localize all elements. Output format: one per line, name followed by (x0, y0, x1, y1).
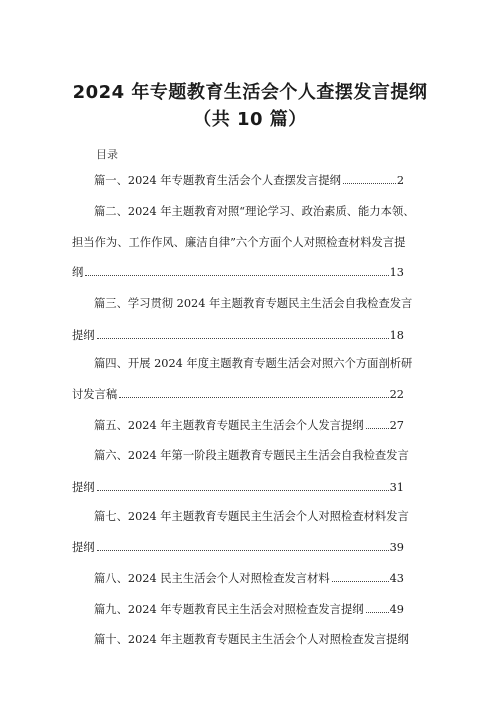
toc-entry-text: 担当作为、工作作风、廉洁自律”六个方面个人对照检查材料发言提 (72, 236, 406, 249)
toc-entry-text: 篇九、2024 年专题教育民主生活会对照检查发言提纲 (94, 603, 364, 616)
toc-page-number: 49 (389, 603, 404, 616)
toc-entry-6-line2[interactable] (72, 480, 404, 495)
toc-entry-text: 提纲 (72, 541, 95, 554)
toc-entry-3-line1[interactable] (94, 297, 413, 311)
toc-entry-7-line1[interactable] (94, 510, 409, 524)
dot-leader (332, 571, 389, 582)
toc-entry-2-line3[interactable] (72, 265, 404, 280)
toc-entry-text: 讨发言稿 (72, 388, 118, 401)
toc-entry-text: 篇十、2024 年主题教育专题民主生活会个人对照检查发言提纲 (94, 633, 409, 646)
document-subtitle: （共 10 篇） (193, 109, 307, 130)
toc-entry-5[interactable] (94, 418, 404, 433)
toc-page-number: 2 (396, 174, 404, 187)
toc-page-number: 39 (389, 541, 404, 554)
toc-entry-text: 篇四、开展 2024 年度主题教育专题生活会对照六个方面剖析研 (94, 357, 413, 370)
dot-leader (97, 540, 389, 551)
toc-entry-6-line1[interactable] (94, 449, 409, 463)
dot-leader (85, 265, 388, 276)
toc-page-number: 43 (389, 572, 404, 585)
toc-entry-9[interactable] (94, 602, 404, 617)
toc-page-number: 22 (389, 388, 404, 401)
toc-page-number: 31 (389, 481, 404, 494)
dot-leader (366, 602, 389, 613)
toc-entry-text: 篇一、2024 年专题教育生活会个人查摆发言提纲 (94, 174, 341, 187)
toc-heading: 目录 (96, 148, 118, 161)
toc-page-number: 13 (389, 266, 404, 279)
toc-page-number: 27 (389, 419, 404, 432)
toc-entry-7-line2[interactable] (72, 540, 404, 555)
toc-entry-text: 篇八、2024 民主生活会个人对照检查发言材料 (94, 572, 330, 585)
toc-entry-text: 篇三、学习贯彻 2024 年主题教育专题民主生活会自我检查发言 (94, 297, 413, 310)
toc-entry-3-line2[interactable] (72, 328, 404, 343)
toc-entry-4-line2[interactable] (72, 387, 404, 402)
document-title: 2024 年专题教育生活会个人查摆发言提纲 (72, 82, 428, 103)
dot-leader (119, 387, 388, 398)
toc-entry-1[interactable] (94, 173, 404, 188)
toc-entry-4-line1[interactable] (94, 357, 413, 371)
dot-leader (366, 418, 389, 429)
toc-entry-2-line1[interactable] (94, 205, 415, 219)
toc-page-number: 18 (389, 329, 404, 342)
toc-entry-text: 提纲 (72, 329, 95, 342)
toc-entry-8[interactable] (94, 571, 404, 586)
toc-entry-10-line1[interactable] (94, 633, 409, 647)
toc-entry-text: 篇二、2024 年主题教育对照“理论学习、政治素质、能力本领、 (94, 205, 415, 218)
toc-entry-2-line2[interactable] (72, 236, 404, 250)
toc-entry-text: 篇六、2024 年第一阶段主题教育专题民主生活会自我检查发言 (94, 449, 409, 462)
dot-leader (97, 480, 389, 491)
toc-entry-text: 提纲 (72, 481, 95, 494)
toc-entry-text: 篇五、2024 年主题教育专题民主生活会个人发言提纲 (94, 419, 364, 432)
toc-entry-text: 纲 (72, 266, 84, 279)
dot-leader (97, 328, 389, 339)
dot-leader (343, 173, 396, 184)
toc-entry-text: 篇七、2024 年主题教育专题民主生活会个人对照检查材料发言 (94, 510, 409, 523)
